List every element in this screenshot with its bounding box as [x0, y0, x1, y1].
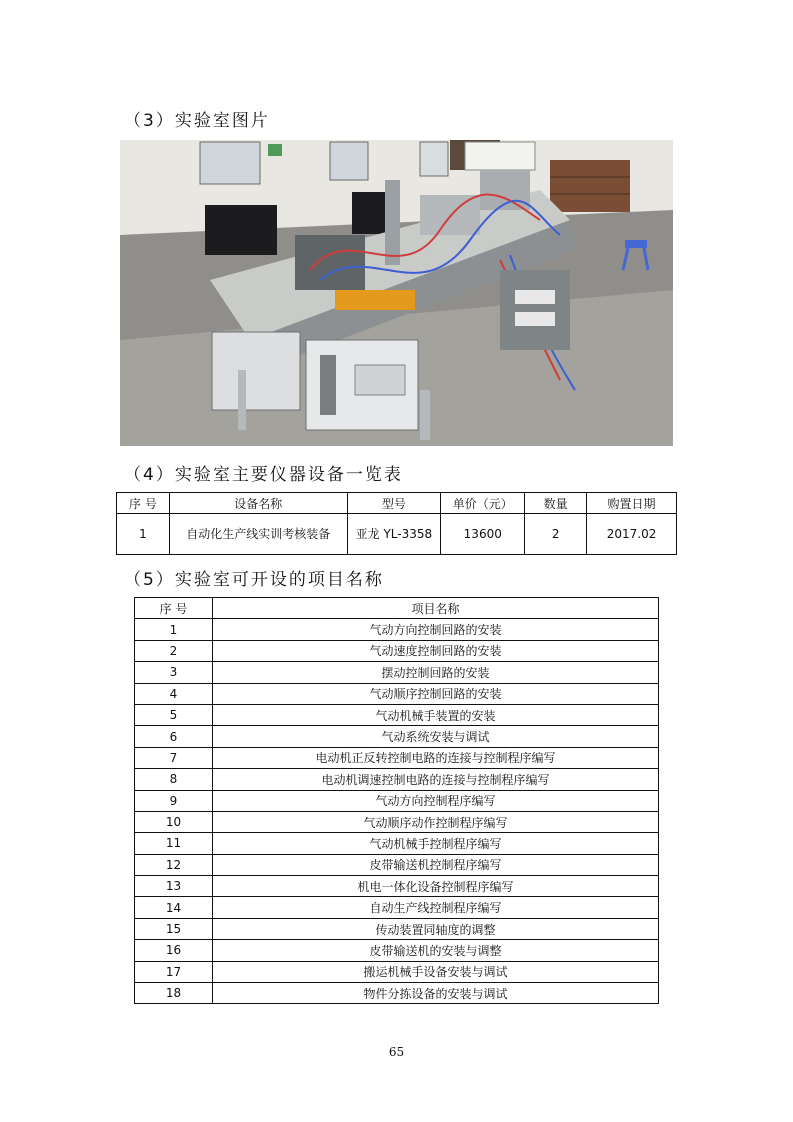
- equipment-table: [116, 492, 677, 555]
- table-row: [135, 747, 659, 768]
- project-no: 2: [135, 640, 213, 661]
- project-name: 气动顺序动作控制程序编写: [213, 811, 659, 832]
- header-price: 单价（元）: [441, 493, 525, 514]
- equip-model: 亚龙 YL-3358: [347, 514, 441, 555]
- projects-header-row: [135, 598, 659, 619]
- project-name: 机电一体化设备控制程序编写: [213, 876, 659, 897]
- project-name: 气动方向控制程序编写: [213, 790, 659, 811]
- project-name: 物件分拣设备的安装与调试: [213, 983, 659, 1004]
- project-name: 传动装置同轴度的调整: [213, 918, 659, 939]
- project-no: 13: [135, 876, 213, 897]
- project-no: 5: [135, 704, 213, 725]
- project-no: 15: [135, 918, 213, 939]
- projects-section-heading: （5）实验室可开设的项目名称: [124, 570, 384, 590]
- table-row: [135, 704, 659, 725]
- project-name: 电动机正反转控制电路的连接与控制程序编写: [213, 747, 659, 768]
- project-name: 气动机械手控制程序编写: [213, 833, 659, 854]
- table-row: [135, 640, 659, 661]
- project-name: 皮带输送机控制程序编写: [213, 854, 659, 875]
- project-name: 气动顺序控制回路的安装: [213, 683, 659, 704]
- equip-price: 13600: [441, 514, 525, 555]
- header-project-name: 项目名称: [213, 598, 659, 619]
- projects-table: [134, 597, 659, 1004]
- project-name: 气动机械手装置的安装: [213, 704, 659, 725]
- lab-photo-illustration: [120, 140, 673, 446]
- project-no: 18: [135, 983, 213, 1004]
- table-row: [135, 854, 659, 875]
- header-name: 设备名称: [169, 493, 347, 514]
- project-name: 气动方向控制回路的安装: [213, 619, 659, 640]
- table-row: [135, 811, 659, 832]
- header-model: 型号: [347, 493, 441, 514]
- table-row: [135, 683, 659, 704]
- project-no: 11: [135, 833, 213, 854]
- header-qty: 数量: [525, 493, 587, 514]
- project-no: 3: [135, 662, 213, 683]
- table-row: [135, 918, 659, 939]
- project-name: 皮带输送机的安装与调整: [213, 940, 659, 961]
- table-row: [135, 790, 659, 811]
- project-no: 8: [135, 769, 213, 790]
- equipment-section-heading: （4）实验室主要仪器设备一览表: [124, 465, 403, 485]
- table-row: [135, 662, 659, 683]
- project-no: 17: [135, 961, 213, 982]
- project-no: 9: [135, 790, 213, 811]
- project-no: 12: [135, 854, 213, 875]
- project-name: 摆动控制回路的安装: [213, 662, 659, 683]
- project-no: 14: [135, 897, 213, 918]
- photos-section-heading: （3）实验室图片: [124, 111, 270, 131]
- equip-qty: 2: [525, 514, 587, 555]
- equipment-header-row: [117, 493, 677, 514]
- table-row: [135, 726, 659, 747]
- lab-photo: [120, 140, 673, 446]
- table-row: [135, 940, 659, 961]
- equip-no: 1: [117, 514, 170, 555]
- project-name: 自动生产线控制程序编写: [213, 897, 659, 918]
- equip-name: 自动化生产线实训考核装备: [169, 514, 347, 555]
- project-name: 搬运机械手设备安装与调试: [213, 961, 659, 982]
- table-row: [117, 514, 677, 555]
- table-row: [135, 833, 659, 854]
- project-no: 1: [135, 619, 213, 640]
- project-name: 气动系统安装与调试: [213, 726, 659, 747]
- table-row: [135, 961, 659, 982]
- project-no: 7: [135, 747, 213, 768]
- table-row: [135, 769, 659, 790]
- project-name: 电动机调速控制电路的连接与控制程序编写: [213, 769, 659, 790]
- header-no: 序 号: [117, 493, 170, 514]
- table-row: [135, 876, 659, 897]
- table-row: [135, 619, 659, 640]
- equip-date: 2017.02: [587, 514, 677, 555]
- table-row: [135, 897, 659, 918]
- project-no: 10: [135, 811, 213, 832]
- header-no: 序 号: [135, 598, 213, 619]
- project-no: 6: [135, 726, 213, 747]
- table-row: [135, 983, 659, 1004]
- project-no: 4: [135, 683, 213, 704]
- page-number: 65: [388, 1045, 405, 1059]
- project-no: 16: [135, 940, 213, 961]
- project-name: 气动速度控制回路的安装: [213, 640, 659, 661]
- header-date: 购置日期: [587, 493, 677, 514]
